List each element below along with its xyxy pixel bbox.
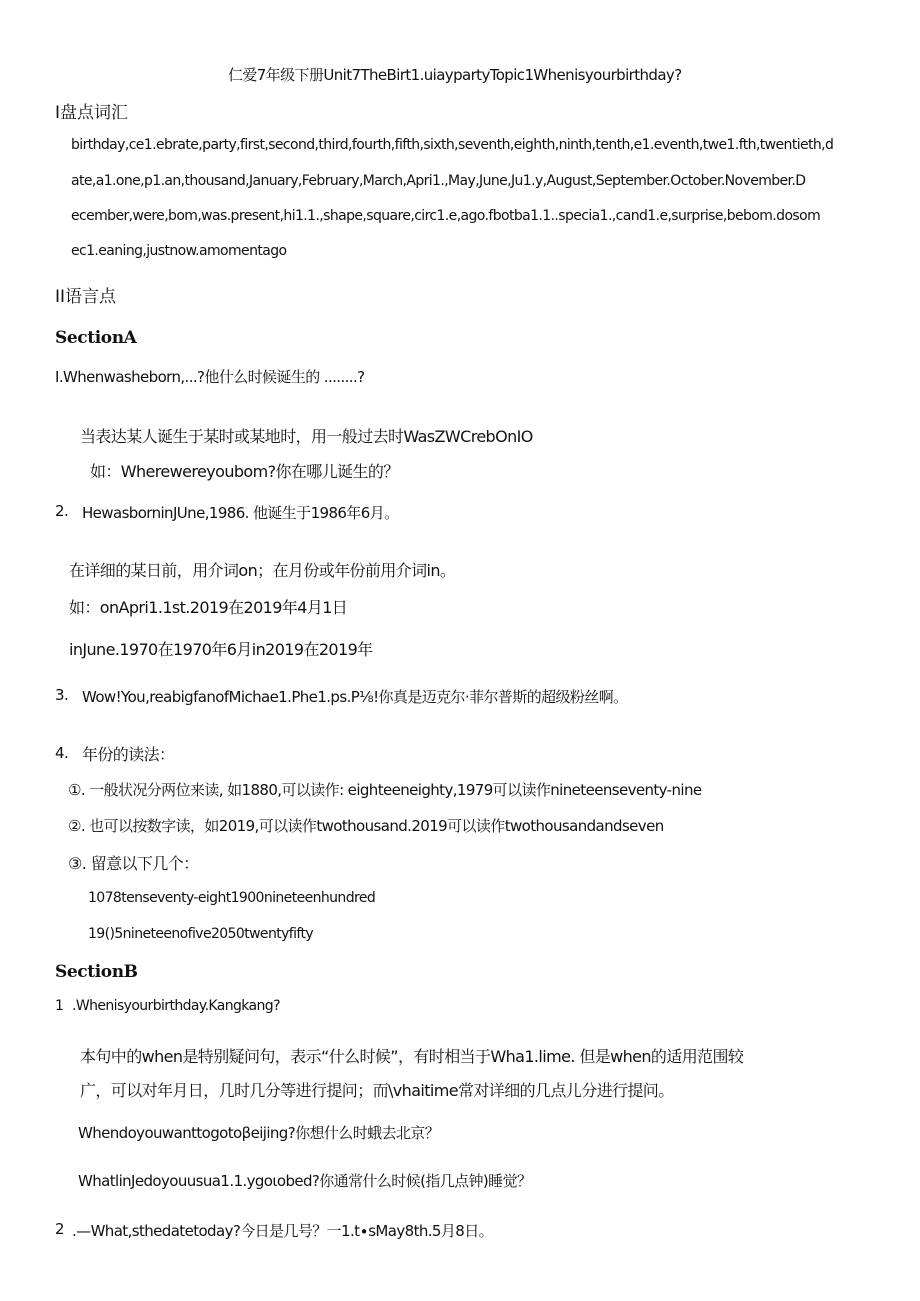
vocab-line: ec1.eaning,justnow.amomentago	[71, 243, 287, 259]
point-4-example: 1078tenseventy-eight1900nineteenhundred	[88, 890, 376, 906]
point-4-example: 19()5nineteenofive2050twentyfifty	[88, 926, 314, 942]
point-1-note: 当表达某人诞生于某时或某地时，用一般过去时WasZWCrebOnIO	[80, 427, 533, 446]
point-2-number: 2.	[55, 502, 69, 520]
b-point-1-note: 广，可以对年月日，几时几分等进行提问；而\vhaitime常对详细的几点儿分进行提问。	[80, 1081, 674, 1100]
vocab-line: birthday,ce1.ebrate,party,first,second,third,fourth,fifth,sixth,seventh,eighth,ninth,tenth,e1.eventh,twe1.fth,twentieth,d	[71, 137, 834, 153]
b-point-1-number: 1	[55, 998, 64, 1014]
b-point-1-example: Whendoyouwanttogotoβeijing?你想什么时蛾去北京？	[78, 1124, 440, 1142]
b-point-1-example: WhatlinJedoyouusua1.1.ygoιobed?你通常什么时候(指几点钟)睡觉？	[78, 1172, 532, 1190]
b-point-2: .—What,sthedatetoday?今日是几号？一1.t∙sMay8th.5月8日。	[72, 1222, 494, 1240]
vocab-line: ecember,were,bom,was.present,hi1.1.,shape,square,circ1.e,ago.fbotba1.1..specia1.,cand1.e,surprise,bebom.dosom	[71, 208, 821, 224]
point-1: I.Whenwasheborn,...?他什么时候诞生的 ........?	[55, 368, 365, 386]
vocab-heading: I盘点词汇	[55, 103, 129, 123]
point-2-note: 在详细的某日前，用介词on；在月份或年份前用介词in。	[69, 561, 456, 580]
point-4: 年份的读法：	[82, 745, 175, 764]
point-2: HewasborninJUne,1986. 他诞生于1986年6月。	[82, 504, 399, 522]
point-4-number: 4.	[55, 744, 69, 762]
point-4-item-c: ③. 留意以下几个：	[68, 854, 199, 873]
point-2-example: 如：onApri1.1st.2019在2019年4月1日	[69, 598, 348, 617]
point-3-number: 3.	[55, 686, 69, 704]
b-point-1-note: 本句中的when是特别疑问句，表示“什么时候”，有时相当于Wha1.lime. 但是when的适用范围较	[80, 1047, 744, 1066]
point-4-item-a: ①. 一般状况分两位来读, 如1880,可以读作: eighteeneighty,1979可以读作nineteenseventy-nine	[68, 781, 702, 799]
language-points-heading: II语言点	[55, 287, 117, 307]
point-3: Wow!You,reabigfanofMichae1.Phe1.ps.P⅛!你真是迈克尔·菲尔普斯的超级粉丝啊。	[82, 688, 628, 706]
section-a-title: SectionA	[55, 328, 137, 348]
page-title: 仁爱7年级下册Unit7TheBirt1.uiaypartyTopic1Whenisyourbirthday?	[228, 66, 682, 84]
point-4-item-b: ②. 也可以按数字读，如2019,可以读作twothousand.2019可以读作twothousandandseven	[68, 817, 664, 835]
point-2-example: inJune.1970在1970年6月in2019在2019年	[69, 640, 373, 659]
section-b-title: SectionB	[55, 962, 138, 982]
b-point-2-number: 2	[55, 1220, 64, 1238]
b-point-1: .Whenisyourbirthday.Kangkang?	[72, 998, 280, 1014]
point-1-example: 如：Wherewereyoubom?你在哪儿诞生的？	[90, 462, 399, 481]
vocab-line: ate,a1.one,p1.an,thousand,January,February,March,Apri1.,May,June,Ju1.y,August,September.October.November.D	[71, 173, 806, 189]
